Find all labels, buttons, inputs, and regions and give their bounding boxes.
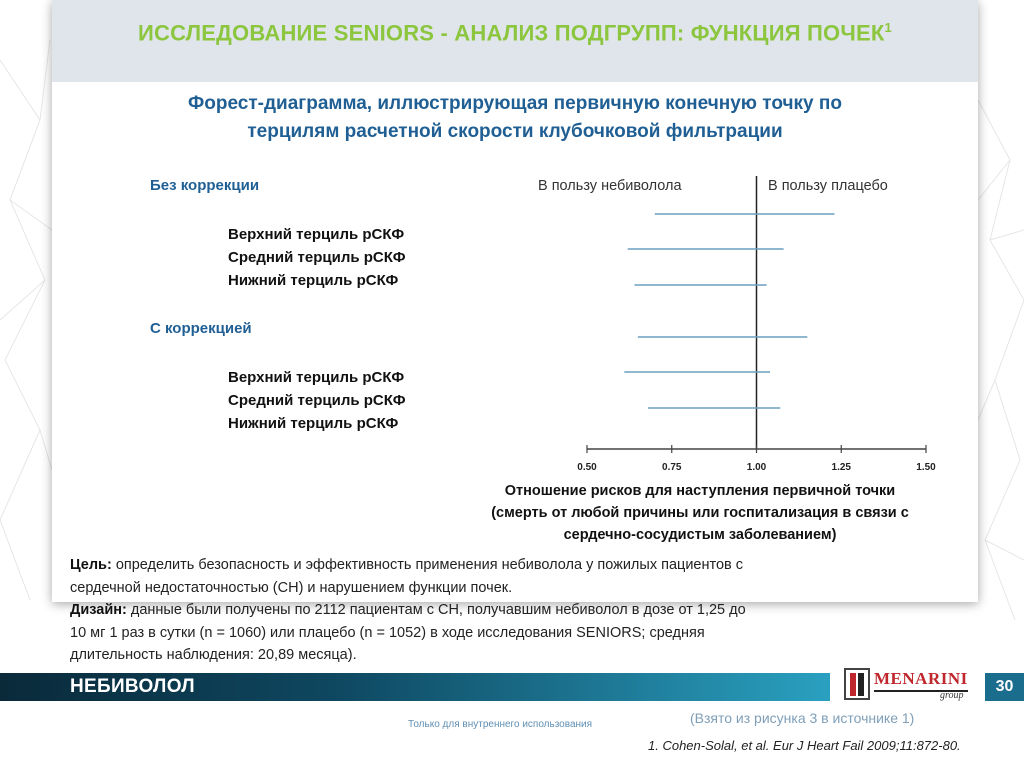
chart-subtitle: Форест-диаграмма, иллюстрирующая первичную конечную точку по терцилям расчетной скорости клубочковой фильтрации bbox=[188, 93, 842, 142]
row-label: Нижний терциль рСКФ bbox=[228, 415, 399, 432]
row-label: Верхний терциль рСКФ bbox=[228, 369, 405, 386]
x-tick-label: 1.00 bbox=[746, 462, 767, 473]
brand-name: НЕБИВОЛОЛ bbox=[70, 676, 195, 697]
goal-label: Цель: bbox=[70, 557, 112, 573]
logo-mark-icon bbox=[844, 668, 870, 700]
internal-use-note: Только для внутреннего использования bbox=[408, 719, 593, 730]
x-tick-label: 0.75 bbox=[662, 462, 682, 473]
page-number: 30 bbox=[985, 673, 1024, 701]
menarini-logo: MENARINI group bbox=[836, 666, 976, 708]
row-label: Нижний терциль рСКФ bbox=[228, 272, 399, 289]
section-uncorrected: Без коррекции bbox=[150, 177, 260, 194]
favors-placebo-label: В пользу плацебо bbox=[768, 178, 888, 194]
x-axis-label: Отношение рисков для наступления первичной точки (смерть от любой причины или госпитализация в связи с сердечно-сосудистым заболеванием) bbox=[491, 483, 909, 543]
design-label: Дизайн: bbox=[70, 602, 127, 618]
x-tick-label: 1.50 bbox=[916, 462, 936, 473]
x-tick-label: 1.25 bbox=[831, 462, 851, 473]
study-description: Цель: определить безопасность и эффективность применения небиволола у пожилых пациентов с сердечной недостаточностью (СН) и нарушением функции почек. Дизайн: данные были получены по 2112 пациентам с СН, получавшим небиволол в дозе от 1,25 до 10 мг 1 раз в сутки (n = 1060) или плацебо (n = 1052) в ходе исследования SENIORS; средняя длительность наблюдения: 20,89 месяца). bbox=[70, 557, 746, 663]
source-note: (Взято из рисунка 3 в источнике 1) bbox=[690, 710, 915, 726]
favors-nebivolol-label: В пользу небиволола bbox=[538, 178, 682, 194]
x-tick-label: 0.50 bbox=[577, 462, 597, 473]
slide-title: ИССЛЕДОВАНИЕ SENIORS - АНАЛИЗ ПОДГРУПП: ФУНКЦИЯ ПОЧЕК$^1$ bbox=[138, 20, 892, 46]
row-label: Средний терциль рСКФ bbox=[228, 249, 406, 266]
reference: 1. Cohen-Solal, et al. Eur J Heart Fail 2009;11:872-80. bbox=[648, 738, 961, 753]
row-label: Средний терциль рСКФ bbox=[228, 392, 406, 409]
section-corrected: С коррекцией bbox=[150, 320, 252, 337]
row-label: Верхний терциль рСКФ bbox=[228, 226, 405, 243]
